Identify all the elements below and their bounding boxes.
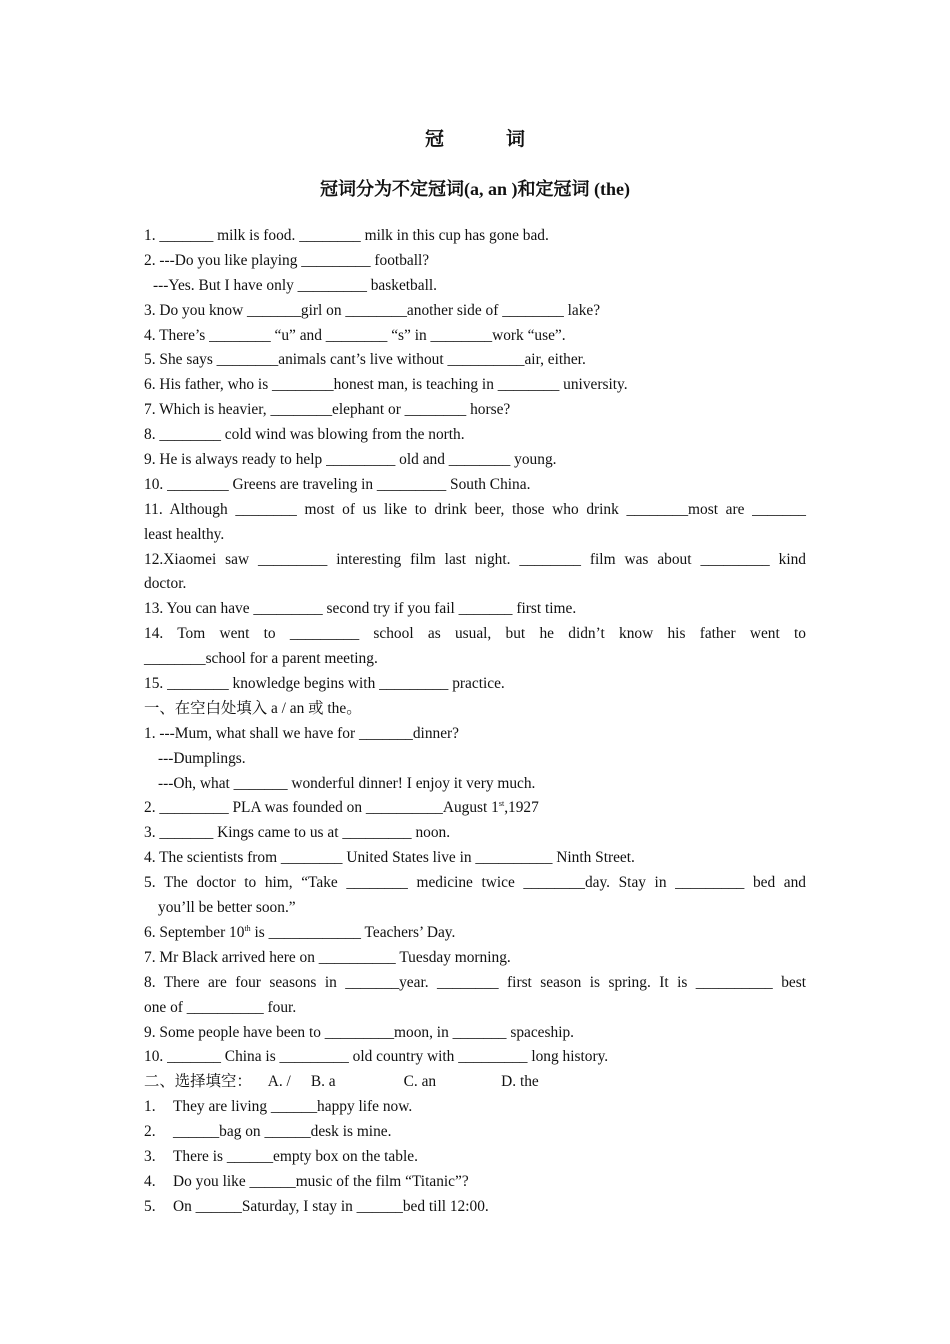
question-line: 4. There’s ________ “u” and ________ “s” in ________work “use”. (144, 326, 566, 344)
question-line: 1. _______ milk is food. ________ milk in this cup has gone bad. (144, 227, 549, 244)
item-text: They are living ______happy life now. (173, 1098, 413, 1116)
question-line: least healthy. (144, 525, 225, 543)
question-line: ---Dumplings. (158, 749, 246, 767)
question-line: 5. She says ________animals cant’s live without __________air, either. (144, 351, 586, 369)
ordinal-suffix: st (498, 799, 505, 809)
question-line: 14. Tom went to _________ school as usual, but he didn’t know his father went to (144, 625, 806, 643)
section-heading-2-label: 二、选择填空： (144, 1073, 252, 1091)
question-line: 9. Some people have been to _________moon, in _______ spaceship. (144, 1023, 575, 1041)
question-line: 3. _______ Kings came to us at _________ noon. (144, 824, 451, 842)
item-number: 4. (144, 1172, 156, 1190)
item-number: 5. (144, 1197, 156, 1215)
item-text: ______bag on ______desk is mine. (173, 1123, 392, 1141)
question-text: 6. September 10 (144, 923, 245, 941)
list-item (144, 1195, 806, 1220)
section-heading-2 (144, 1070, 806, 1095)
question-line: ---Oh, what _______ wonderful dinner! I enjoy it very much. (158, 774, 536, 792)
title-char-1: 冠 (424, 129, 444, 150)
question-line: 9. He is always ready to help _________ old and ________ young. (144, 451, 557, 469)
page-subtitle: 冠词分为不定冠词(a, an )和定冠词 (the) (320, 179, 630, 199)
list-item (144, 1145, 806, 1170)
question-line: 3. Do you know _______girl on ________another side of ________ lake? (144, 301, 601, 319)
question-line: 8. There are four seasons in _______year. ________ first season is spring. It is __________ best (144, 973, 806, 991)
question-line: 5. The doctor to him, “Take ________ medicine twice ________day. Stay in _________ bed and (144, 874, 806, 892)
question-line: one of __________ four. (144, 998, 297, 1016)
question-line: doctor. (144, 575, 187, 593)
question-line: 2. ---Do you like playing _________ football? (144, 251, 430, 269)
item-text: There is ______empty box on the table. (173, 1147, 418, 1165)
page-title (0, 124, 950, 151)
item-number: 1. (144, 1098, 156, 1116)
question-text: 2. _________ PLA was founded on __________August 1 (144, 799, 499, 817)
section-heading-1: 一、在空白处填入 a / an 或 the。 (144, 699, 362, 717)
option-a: A. / (267, 1073, 291, 1091)
item-number: 2. (144, 1123, 156, 1141)
question-line: 7. Which is heavier, ________elephant or ________ horse? (144, 401, 511, 419)
question-line: ---Yes. But I have only _________ basketball. (153, 276, 437, 294)
option-b: B. a (310, 1073, 336, 1091)
question-line: ________school for a parent meeting. (144, 650, 378, 668)
question-line: 7. Mr Black arrived here on __________ Tuesday morning. (144, 948, 511, 966)
option-c: C. an (403, 1073, 437, 1091)
question-line: 4. The scientists from ________ United States live in __________ Ninth Street. (144, 849, 635, 867)
question-line (144, 796, 806, 821)
item-text: Do you like ______music of the film “Titanic”? (173, 1172, 469, 1190)
list-item (144, 1170, 806, 1195)
question-text: ,1927 (504, 799, 539, 817)
question-line: 13. You can have _________ second try if you fail _______ first time. (144, 600, 577, 618)
option-d: D. the (501, 1073, 539, 1091)
question-text: is ____________ Teachers’ Day. (250, 923, 456, 941)
question-line: 15. ________ knowledge begins with _________ practice. (144, 675, 505, 693)
ordinal-suffix: th (244, 923, 251, 933)
title-char-2: 词 (506, 129, 526, 150)
question-line: 12.Xiaomei saw _________ interesting film last night. ________ film was about _________ kind (144, 550, 806, 568)
document-body (144, 224, 806, 1220)
list-item (144, 1095, 806, 1120)
question-line: you’ll be better soon.” (158, 899, 296, 917)
question-line: 6. His father, who is ________honest man, is teaching in ________ university. (144, 376, 628, 394)
item-text: On ______Saturday, I stay in ______bed till 12:00. (173, 1197, 489, 1215)
item-number: 3. (144, 1147, 156, 1165)
question-line: 10. ________ Greens are traveling in _________ South China. (144, 475, 531, 493)
question-line: 11. Although ________ most of us like to drink beer, those who drink ________most are _______ (144, 500, 806, 518)
question-line: 10. _______ China is _________ old country with _________ long history. (144, 1048, 609, 1066)
question-line: 1. ---Mum, what shall we have for _______dinner? (144, 724, 459, 742)
question-line (144, 921, 806, 946)
list-item (144, 1120, 806, 1145)
question-line: 8. ________ cold wind was blowing from the north. (144, 426, 465, 444)
